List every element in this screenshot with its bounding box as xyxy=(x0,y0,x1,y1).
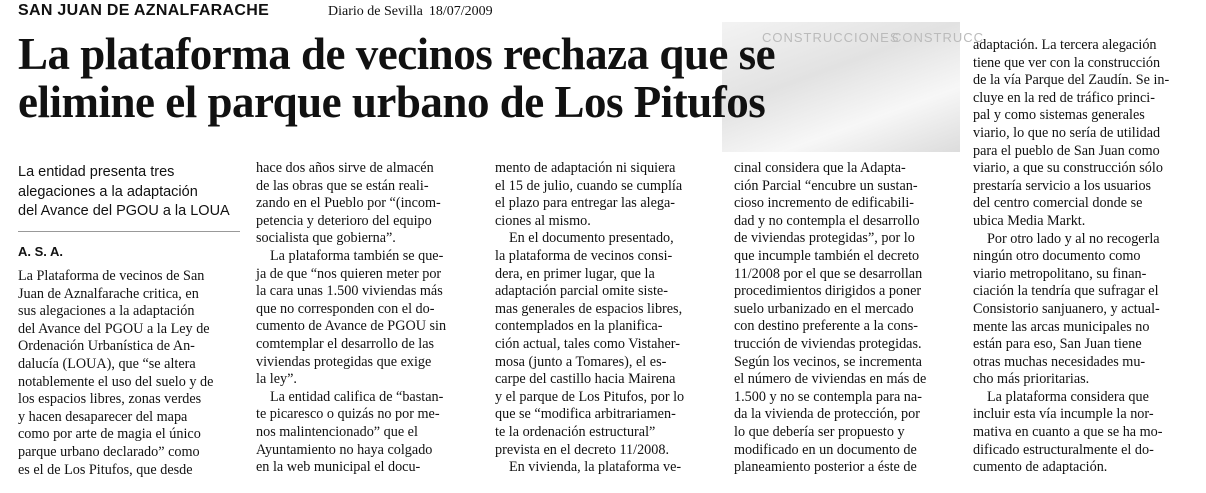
subheadline-line: del Avance del PGOU a la LOUA xyxy=(18,203,230,219)
text-line: para el pueblo de San Juan como xyxy=(973,142,1160,159)
text-line: La plataforma también se que- xyxy=(270,247,444,264)
text-line: el 15 de julio, cuando se cumplía xyxy=(495,177,683,194)
text-line: tiene que ver con la construcción xyxy=(973,54,1161,71)
text-line: la plataforma de vecinos consi- xyxy=(495,247,673,264)
text-line: 11/2008 por el que se desarrollan xyxy=(734,265,923,282)
text-line: como por arte de magia el único xyxy=(18,426,201,443)
article-column-5 xyxy=(973,37,1189,477)
text-line: te la ordenación estructural” xyxy=(495,423,656,440)
text-line: dificado estructuralmente el do- xyxy=(973,441,1154,458)
text-line: te picaresco o quizás no por me- xyxy=(256,406,440,423)
text-line: con destino preferente a la cons- xyxy=(734,318,918,335)
text-line: petencia y deterioro del equipo xyxy=(256,212,432,229)
photo-sign-text-2: CONSTRUCC xyxy=(892,30,985,45)
text-line: prevista en el decreto 11/2008. xyxy=(495,441,669,458)
newspaper-source xyxy=(328,4,493,20)
text-line: hace dos años sirve de almacén xyxy=(256,160,434,176)
text-line: lo que debería ser propuesto y xyxy=(734,423,905,440)
text-line: del Avance del PGOU a la Ley de xyxy=(18,320,210,337)
text-line: planeamiento posterior a éste de xyxy=(734,459,917,476)
text-line: cumento de adaptación. xyxy=(973,459,1108,476)
photo-sign-text: CONSTRUCCIONES xyxy=(762,30,900,45)
text-line: cioso incremento de edificabili- xyxy=(734,195,915,212)
text-line: La entidad califica de “bastan- xyxy=(270,388,444,405)
text-line: socialista que gobierna”. xyxy=(256,230,396,247)
text-line: la cara unas 1.500 viviendas más xyxy=(256,283,443,300)
text-line: ubica Media Markt. xyxy=(973,212,1086,229)
text-line: En vivienda, la plataforma ve- xyxy=(509,459,682,476)
text-line: dad y no contempla el desarrollo xyxy=(734,212,920,229)
text-line: del centro comercial donde se xyxy=(973,195,1143,212)
text-line: ningún otro documento como xyxy=(973,248,1141,265)
text-line: comtemplar el desarrollo de las xyxy=(256,335,435,352)
text-line: cho más prioritarias. xyxy=(973,371,1090,388)
text-line: viviendas protegidas que exige xyxy=(256,353,432,370)
text-line: Consistorio sanjuanero, y actual- xyxy=(973,300,1160,317)
text-line: incluir esta vía incumple la nor- xyxy=(973,406,1154,423)
text-line: están para eso, San Juan tiene xyxy=(973,336,1142,353)
text-line: de viviendas protegidas”, por lo xyxy=(734,230,915,247)
text-line: En el documento presentado, xyxy=(509,230,674,247)
text-line: viario metropolitano, su finan- xyxy=(973,265,1147,282)
text-line: mento de adaptación ni siquiera xyxy=(495,160,676,176)
text-line: ciación la tendría que sufragar el xyxy=(973,283,1159,300)
text-line: prestaría servicio a los usuarios xyxy=(973,177,1152,194)
text-line: Ayuntamiento no haya colgado xyxy=(256,441,433,458)
subheadline-line: alegaciones a la adaptación xyxy=(18,183,198,200)
newspaper-name: Diario de Sevilla xyxy=(328,4,423,19)
headline-line: La plataforma de vecinos rechaza que se xyxy=(18,29,776,79)
article-column-4 xyxy=(734,160,954,477)
text-line: mosa (junto a Tomares), el es- xyxy=(495,353,667,370)
text-line: dalucía (LOUA), que “se altera xyxy=(18,355,196,372)
text-line: procedimientos dirigidos a poner xyxy=(734,283,922,300)
text-line: Según los vecinos, se incrementa xyxy=(734,353,922,370)
section-header: SAN JUAN DE AZNALFARACHE xyxy=(18,2,270,19)
text-line: dera, en primer lugar, que la xyxy=(495,265,655,282)
text-line: suelo urbanizado en el mercado xyxy=(734,300,914,317)
headline-line: elimine el parque urbano de Los Pitufos xyxy=(18,77,766,127)
text-line: de las obras que se están reali- xyxy=(256,177,429,194)
text-line: ción actual, tales como Vistaher- xyxy=(495,335,680,352)
article-column-3 xyxy=(495,160,715,477)
article-column-2 xyxy=(256,160,476,477)
text-line: adaptación parcial omite siste- xyxy=(495,283,668,300)
text-line: en la web municipal el docu- xyxy=(256,459,421,476)
text-line: viario, lo que no sería de utilidad xyxy=(973,124,1161,141)
text-line: zando en el Pueblo por “(incom- xyxy=(256,195,441,212)
text-line: mas generales de espacios libres, xyxy=(495,300,683,317)
text-line: mente las arcas municipales no xyxy=(973,318,1150,335)
text-line: de la vía Parque del Zaudín. Se in- xyxy=(973,72,1170,89)
text-line: ja de que “nos quieren meter por xyxy=(256,265,442,282)
text-line: notablemente el uso del suelo y de xyxy=(18,373,214,390)
text-line: sus alegaciones a la adaptación xyxy=(18,303,195,320)
text-line: modificado en un documento de xyxy=(734,441,917,458)
text-line: trucción de viviendas protegidas. xyxy=(734,335,922,352)
text-line: los espacios libres, zonas verdes xyxy=(18,391,202,408)
text-line: adaptación. La tercera alegación xyxy=(973,37,1157,53)
text-line: que incumple también el decreto xyxy=(734,247,920,264)
text-line: el plazo para entregar las alega- xyxy=(495,195,675,212)
text-line: Por otro lado y al no recogerla xyxy=(987,230,1160,247)
headline xyxy=(18,30,918,126)
text-line: La plataforma considera que xyxy=(987,388,1149,405)
text-line: ción Parcial “encubre un sustan- xyxy=(734,177,918,194)
text-line: nos malintencionado” que el xyxy=(256,423,418,440)
byline: A. S. A. xyxy=(18,244,64,259)
text-line: 1.500 y no se contempla para na- xyxy=(734,388,922,405)
article-column-1 xyxy=(18,268,240,479)
subheadline-line: La entidad presenta tres xyxy=(18,164,175,180)
text-line: contemplados en la planifica- xyxy=(495,318,663,335)
text-line: cumento de Avance de PGOU sin xyxy=(256,318,447,335)
text-line: da la vivienda de protección, por xyxy=(734,406,920,423)
text-line: y hacen desaparecer del mapa xyxy=(18,408,188,425)
text-line: pal y como sistemas generales xyxy=(973,107,1145,124)
text-line: cinal considera que la Adapta- xyxy=(734,160,906,176)
text-line: la ley”. xyxy=(256,371,297,388)
text-line: otras muchas necesidades mu- xyxy=(973,353,1146,370)
text-line: parque urbano declarado” como xyxy=(18,443,200,460)
text-line: es el de Los Pitufos, que desde xyxy=(18,461,193,478)
text-line: Ordenación Urbanística de An- xyxy=(18,338,195,355)
divider xyxy=(18,231,240,232)
text-line: carpe del castillo hacia Mairena xyxy=(495,371,676,388)
text-line: cluye en la red de tráfico princi- xyxy=(973,89,1155,106)
text-line: ciones al mismo. xyxy=(495,212,591,229)
text-line: que se “modifica arbitrariamen- xyxy=(495,406,676,423)
text-line: Juan de Aznalfarache critica, en xyxy=(18,285,199,302)
subheadline xyxy=(18,163,238,222)
text-line: que no corresponden con el do- xyxy=(256,300,435,317)
text-line: y el parque de Los Pitufos, por lo xyxy=(495,388,685,405)
text-line: mativa en cuanto a que se ha mo- xyxy=(973,424,1163,441)
publication-date: 18/07/2009 xyxy=(428,4,493,19)
text-line: viario, a que su construcción sólo xyxy=(973,160,1163,177)
text-line: La Plataforma de vecinos de San xyxy=(18,268,205,284)
text-line: el número de viviendas en más de xyxy=(734,371,927,388)
